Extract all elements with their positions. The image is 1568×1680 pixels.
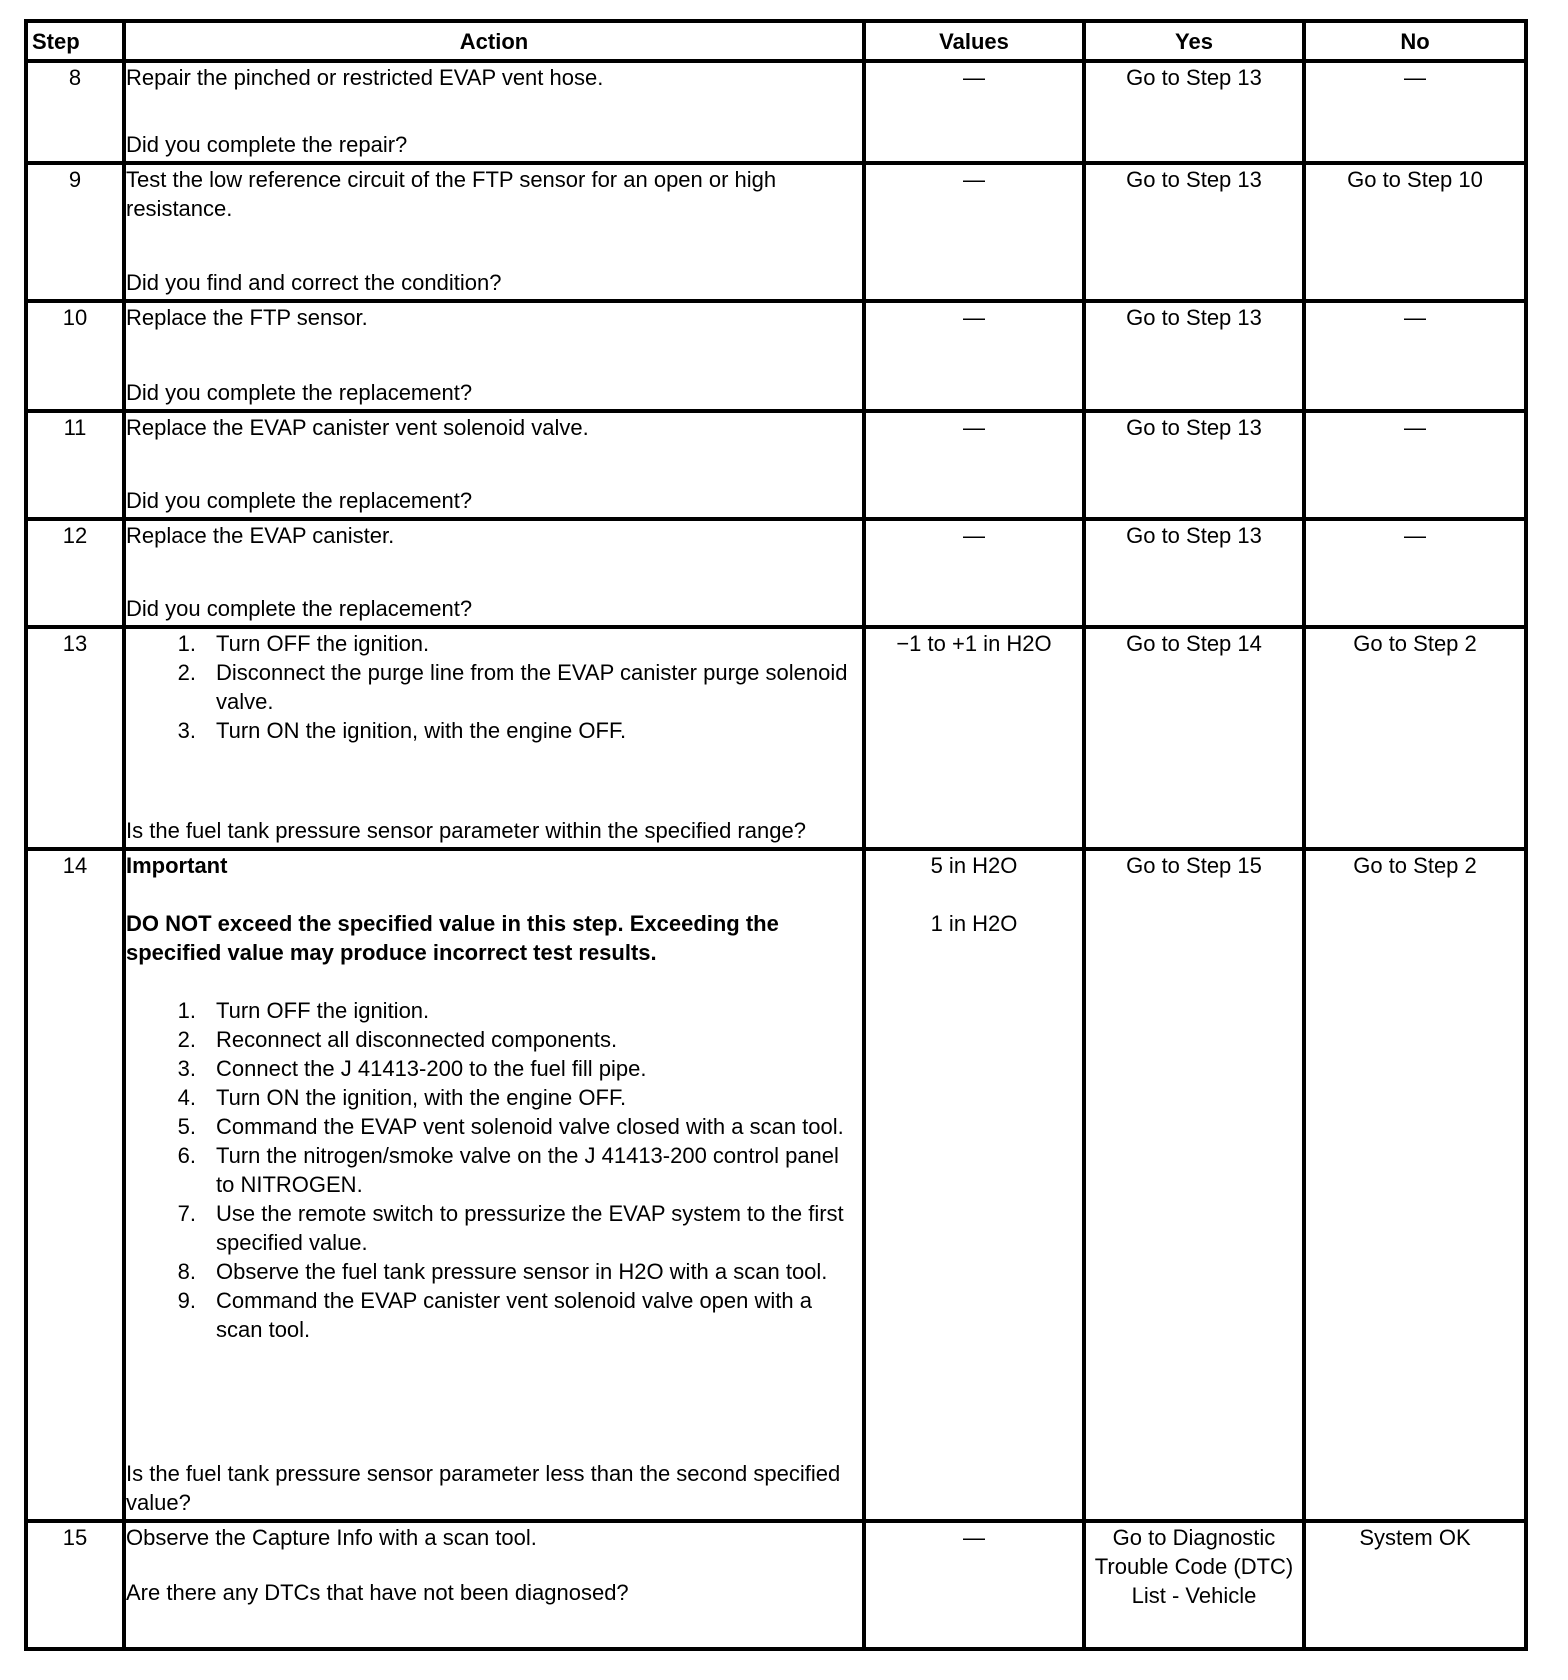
question-text: Is the fuel tank pressure sensor parameter less than the second specified value? [126,1461,841,1515]
action-cell [124,301,864,411]
question-text: Did you complete the repair? [126,132,408,157]
warning-text: DO NOT exceed the specified value in this step. Exceeding the specified value may produce incorrect test results. [126,911,779,965]
important-label: Important [126,853,228,878]
substep-list [126,629,862,745]
list-item: 1. Turn OFF the ignition. [177,998,430,1023]
question-text: Did you complete the replacement? [126,488,473,513]
action-cell [124,1521,864,1649]
action-cell [124,411,864,519]
first-specified-value: 5 in H2O [930,853,1018,878]
second-specified-value: 1 in H2O [930,911,1018,936]
table-row [26,301,1526,411]
list-item: 5. Command the EVAP vent solenoid valve closed with a scan tool. [177,1114,844,1139]
list-item: 4. Turn ON the ignition, with the engine OFF. [177,1085,627,1110]
yes-cell: Go to Step 13 [1084,61,1304,163]
diagnostic-table [24,19,1528,1651]
question-text: Is the fuel tank pressure sensor parameter within the specified range? [126,818,806,843]
action-text: Replace the FTP sensor. [126,305,368,330]
no-cell: Go to Step 10 [1304,163,1526,301]
values-cell: −1 to +1 in H2O [864,627,1084,849]
step-number: 12 [26,519,124,627]
yes-cell: Go to Diagnostic Trouble Code (DTC) List - Vehicle [1084,1521,1304,1649]
action-cell [124,519,864,627]
list-item: 2. Disconnect the purge line from the EVAP canister purge solenoid valve. [177,660,848,714]
action-cell [124,849,864,1521]
values-cell: — [864,1521,1084,1649]
list-item: 8. Observe the fuel tank pressure sensor in H2O with a scan tool. [177,1259,828,1284]
action-cell [124,163,864,301]
table-row [26,61,1526,163]
yes-cell: Go to Step 15 [1084,849,1304,1521]
no-cell: Go to Step 2 [1304,627,1526,849]
yes-cell: Go to Step 13 [1084,411,1304,519]
action-text: Repair the pinched or restricted EVAP vent hose. [126,65,604,90]
table-row [26,163,1526,301]
table-row [26,627,1526,849]
question-text: Did you complete the replacement? [126,380,473,405]
values-cell [864,849,1084,1521]
important-block [126,851,862,1344]
header-step: Step [26,21,124,61]
table-row [26,519,1526,627]
header-values: Values [864,21,1084,61]
yes-cell: Go to Step 13 [1084,163,1304,301]
step-number: 10 [26,301,124,411]
list-item: 1. Turn OFF the ignition. [177,631,430,656]
yes-cell: Go to Step 14 [1084,627,1304,849]
step-number: 11 [26,411,124,519]
header-yes: Yes [1084,21,1304,61]
action-text: Replace the EVAP canister. [126,523,395,548]
list-item: 7. Use the remote switch to pressurize the EVAP system to the first specified value. [177,1201,844,1255]
no-cell: — [1304,61,1526,163]
step-number: 8 [26,61,124,163]
list-item: 2. Reconnect all disconnected components. [177,1027,618,1052]
substep-list [126,996,862,1344]
yes-cell: Go to Step 13 [1084,519,1304,627]
no-cell: — [1304,519,1526,627]
values-cell: — [864,519,1084,627]
list-item: 6. Turn the nitrogen/smoke valve on the J 41413-200 control panel to NITROGEN. [177,1143,839,1197]
table-row [26,411,1526,519]
question-text: Did you complete the replacement? [126,596,473,621]
action-text: Observe the Capture Info with a scan tool. [126,1525,537,1550]
question-text: Did you find and correct the condition? [126,270,502,295]
action-text: Replace the EVAP canister vent solenoid valve. [126,415,589,440]
action-cell [124,627,864,849]
table-row [26,849,1526,1521]
values-cell: — [864,61,1084,163]
action-text: Test the low reference circuit of the FTP sensor for an open or high resistance. [126,167,777,221]
values-cell: — [864,301,1084,411]
no-cell: System OK [1304,1521,1526,1649]
no-cell: — [1304,301,1526,411]
no-cell: Go to Step 2 [1304,849,1526,1521]
list-item: 3. Connect the J 41413-200 to the fuel fill pipe. [177,1056,647,1081]
action-cell [124,61,864,163]
no-cell: — [1304,411,1526,519]
values-cell: — [864,411,1084,519]
step-number: 15 [26,1521,124,1649]
list-item: 3. Turn ON the ignition, with the engine OFF. [177,718,627,743]
header-no: No [1304,21,1526,61]
step-number: 13 [26,627,124,849]
step-number: 14 [26,849,124,1521]
step-number: 9 [26,163,124,301]
values-cell: — [864,163,1084,301]
table-row [26,1521,1526,1649]
yes-cell: Go to Step 13 [1084,301,1304,411]
header-row [26,21,1526,61]
list-item: 9. Command the EVAP canister vent solenoid valve open with a scan tool. [177,1288,812,1342]
header-action: Action [124,21,864,61]
question-text: Are there any DTCs that have not been diagnosed? [126,1580,629,1605]
